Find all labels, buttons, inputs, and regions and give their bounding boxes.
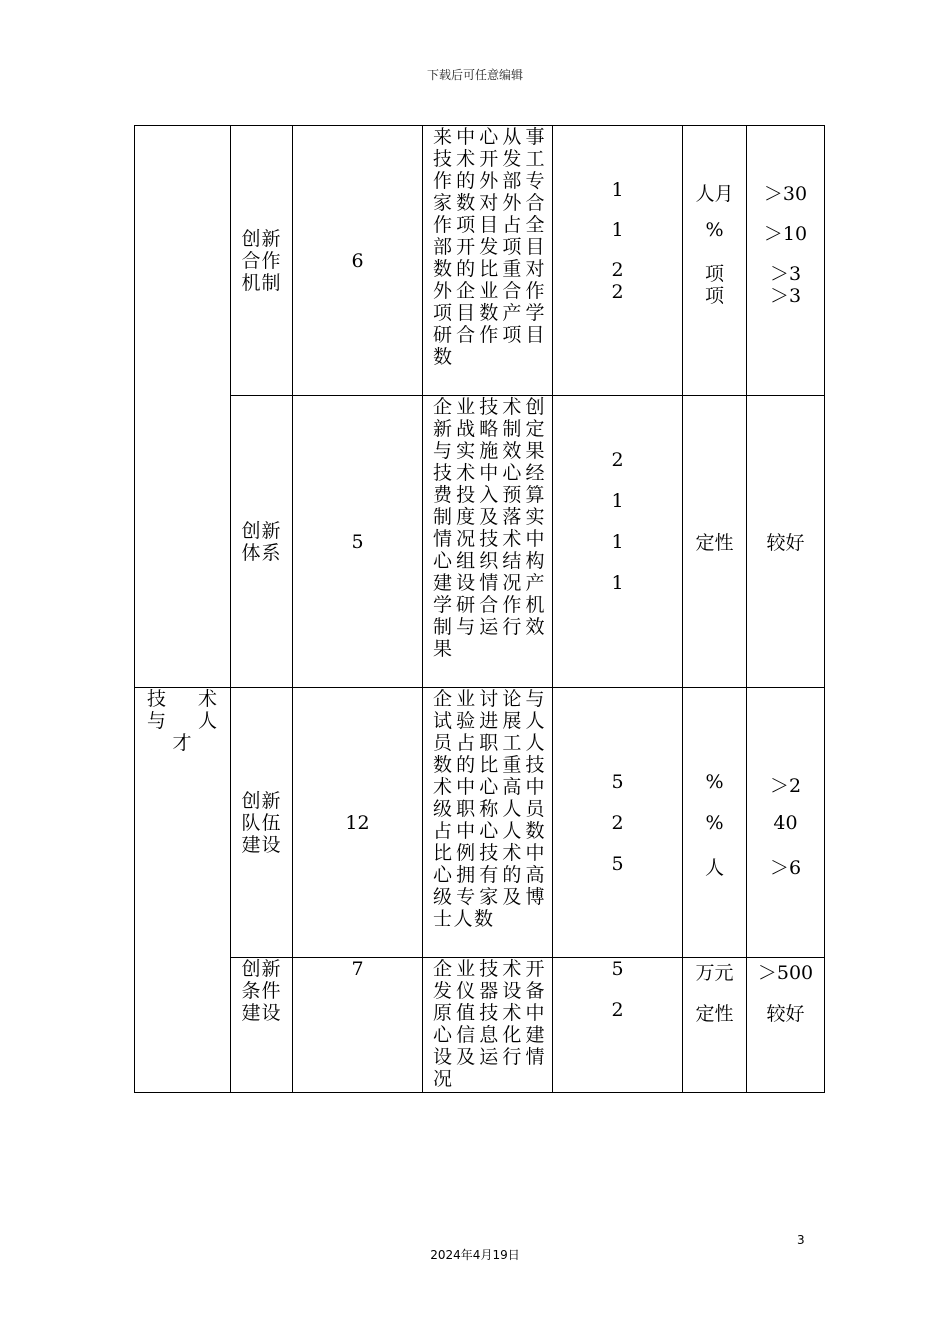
evaluation-table [134,125,825,1093]
subcategory-label: 创新队伍建设 [241,789,282,856]
weight-value: 1 [611,178,624,201]
category-cell [135,688,231,1093]
target-value: ＞10 [763,222,808,245]
score-cell [293,126,423,396]
unit-value: 人 [704,856,724,879]
indicator-text: 企业讨论与试验进展人员占职工人数的比重技术中心高中级职称人员占中心人数比例技术中心拥有的高级专家及博士人数 [433,688,546,930]
target-value: 较好 [766,532,805,554]
score-cell [293,958,423,1093]
unit-value: % [705,811,724,834]
indicator-text: 企业技术开发仪器设备原值技术中心信息化建设及运行情况 [433,958,546,1090]
weight-value: 1 [611,490,624,512]
weight-value: 5 [611,958,624,980]
subcategory-cell [231,396,293,688]
indicator-cell [423,688,553,958]
category-cell-empty [135,126,231,688]
table-row [135,958,825,1093]
subcategory-cell [231,126,293,396]
unit-cell [683,958,747,1093]
weight-value: 1 [611,572,624,594]
score-cell [293,688,423,958]
category-label: 技 术 与 人 才 [147,688,218,754]
unit-value: 项 [704,262,724,285]
weight-value: 2 [611,258,624,281]
weight-cell [553,688,683,958]
page-number: 3 [797,1233,805,1247]
table-row [135,688,825,958]
weight-value: 2 [611,999,624,1021]
table-row [135,396,825,688]
unit-value: % [705,218,724,241]
weight-value: 2 [611,811,624,834]
unit-value: 定性 [695,1003,734,1025]
target-value: 40 [773,811,798,834]
unit-cell [683,396,747,688]
weight-cell [553,396,683,688]
target-value: ＞3 [769,284,802,307]
unit-value: 万元 [695,962,734,984]
weight-value: 2 [611,449,624,471]
indicator-text: 来中心从事技术开发工作的外部专家数对外合作项目占全部开发项目数的比重对外企业合作项目数产学研合作项目数 [433,126,546,368]
indicator-cell [423,396,553,688]
footer-date: 2024年4月19日 [430,1248,520,1262]
target-cell [747,396,825,688]
target-cell [747,958,825,1093]
target-value: ＞30 [763,182,808,205]
score-value: 6 [351,249,364,272]
page-header: 下载后可任意编辑 [426,68,523,82]
indicator-cell [423,958,553,1093]
unit-cell [683,126,747,396]
target-cell [747,688,825,958]
weight-cell [553,126,683,396]
weight-value: 1 [611,531,624,553]
target-value: ＞500 [757,962,814,984]
unit-value: 人月 [695,182,734,205]
subcategory-label: 创新合作机制 [241,227,282,294]
weight-value: 5 [611,770,624,793]
score-value: 12 [345,811,370,834]
table-row [135,126,825,396]
target-cell [747,126,825,396]
subcategory-label: 创新条件建设 [241,958,282,1024]
target-value: 较好 [766,1003,805,1025]
score-value: 5 [351,530,364,553]
target-value: ＞2 [769,774,802,797]
score-value: 7 [351,958,364,980]
unit-cell [683,688,747,958]
subcategory-label: 创新体系 [241,519,282,564]
subcategory-cell [231,958,293,1093]
target-value: ＞3 [769,262,802,285]
indicator-cell [423,126,553,396]
unit-value: 定性 [695,532,734,554]
unit-value: 项 [704,284,724,307]
weight-value: 5 [611,852,624,875]
unit-value: % [705,770,724,793]
weight-cell [553,958,683,1093]
weight-value: 1 [611,218,624,241]
subcategory-cell [231,688,293,958]
target-value: ＞6 [769,856,802,879]
weight-value: 2 [611,280,624,303]
score-cell [293,396,423,688]
indicator-text: 企业技术创新战略制定与实施效果技术中心经费投入预算制度及落实情况技术中心组织结构建设情况产学研合作机制与运行效果 [433,396,546,660]
